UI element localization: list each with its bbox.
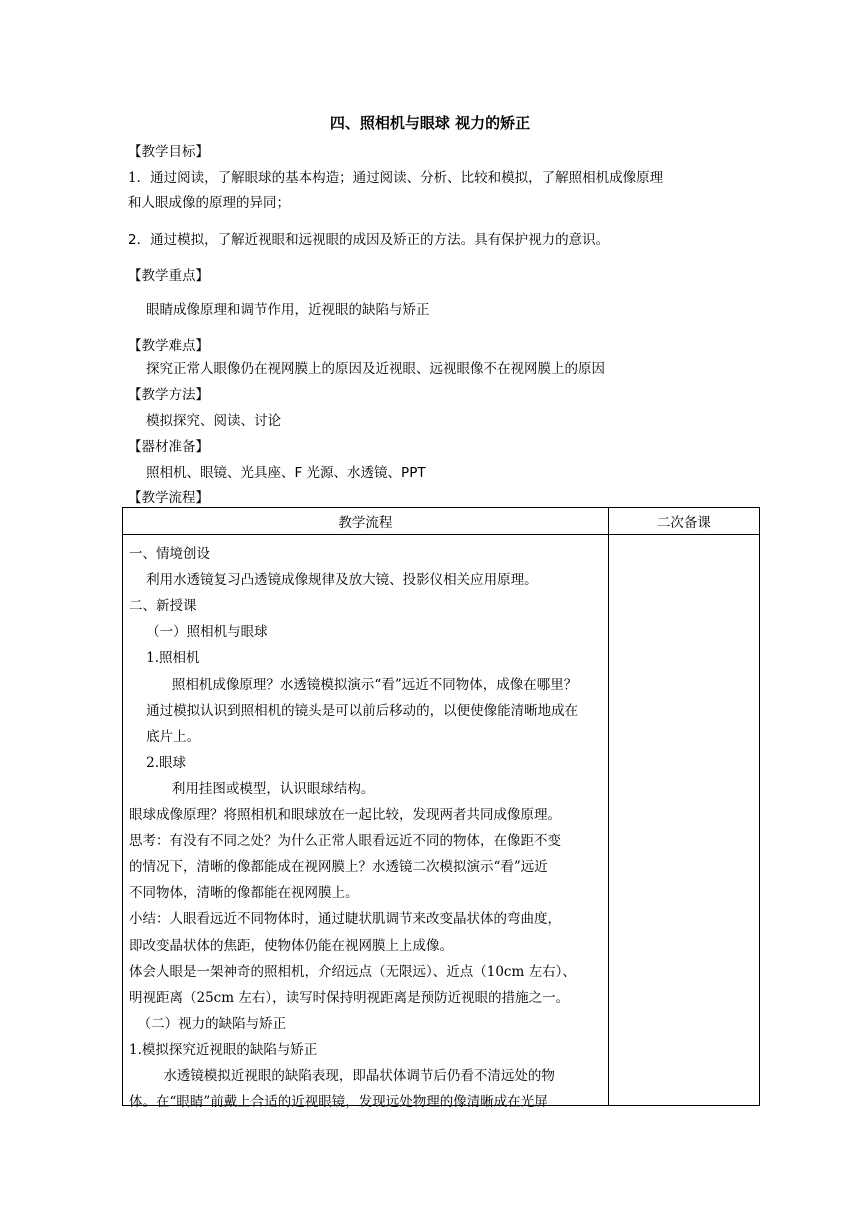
table-line: 照相机成像原理？水透镜模拟演示“看”远近不同物体，成像在哪里？: [129, 676, 578, 693]
goals-heading: 【教学目标】: [128, 144, 209, 160]
table-line: 明视距离（25cm 左右），读写时保持明视距离是预防近视眼的措施之一。: [129, 989, 570, 1006]
table-line: 不同物体，清晰的像都能在视网膜上。: [129, 885, 359, 902]
table-line: 1.模拟探究近视眼的缺陷与矫正: [129, 1041, 318, 1058]
key-points-text: 眼睛成像原理和调节作用，近视眼的缺陷与矫正: [146, 302, 430, 318]
method-text: 模拟探究、阅读、讨论: [146, 413, 281, 429]
table-header-row: [123, 508, 760, 535]
goal-1-line-2: 和人眼成像的原理的异同；: [128, 195, 290, 211]
table-line: 水透镜模拟近视眼的缺陷表现，即晶状体调节后仍看不清远处的物: [129, 1068, 555, 1084]
process-heading: 【教学流程】: [128, 490, 209, 506]
equipment-text: 照相机、眼镜、光具座、F 光源、水透镜、PPT: [146, 465, 426, 481]
table-body-row: [123, 535, 760, 1106]
process-table: [122, 507, 760, 1111]
goal-2: 2．通过模拟，了解近视眼和远视眼的成因及矫正的方法。具有保护视力的意识。: [128, 232, 610, 248]
header-process: 教学流程: [123, 508, 609, 535]
process-content-cell: [123, 535, 609, 1111]
table-line: 即改变晶状体的焦距，使物体仍能在视网膜上上成像。: [129, 937, 453, 954]
table-line: 的情况下，清晰的像都能成在视网膜上？水透镜二次模拟演示“看”远近: [129, 859, 548, 876]
table-line: 思考：有没有不同之处？为什么正常人眼看远近不同的物体，在像距不变: [129, 833, 561, 850]
equipment-heading: 【器材准备】: [128, 439, 209, 455]
table-line: 利用挂图或模型，认识眼球结构。: [129, 780, 375, 797]
key-points-heading: 【教学重点】: [128, 268, 209, 284]
table-line: 小结：人眼看远近不同物体时，通过睫状肌调节来改变晶状体的弯曲度，: [129, 911, 561, 928]
table-line: 1.照相机: [129, 650, 200, 667]
table-line: 体会人眼是一架神奇的照相机，介绍远点（无限远）、近点（10cm 左右）、: [129, 963, 576, 980]
method-heading: 【教学方法】: [128, 387, 209, 403]
table-line: 二、新授课: [129, 598, 197, 615]
table-line: 通过模拟认识到照相机的镜头是可以前后移动的，以便使像能清晰地成在: [129, 702, 579, 719]
table-line: 眼球成像原理？将照相机和眼球放在一起比较，发现两者共同成像原理。: [129, 807, 561, 823]
difficulty-text: 探究正常人眼像仍在视网膜上的原因及近视眼、远视眼像不在视网膜上的原因: [146, 361, 605, 377]
header-second-prep: 二次备课: [608, 508, 759, 535]
table-line: 利用水透镜复习凸透镜成像规律及放大镜、投影仪相关应用原理。: [129, 572, 538, 589]
table-line: 体。在“眼睛”前戴上合适的近视眼镜，发现远处物理的像清晰成在光屏: [129, 1094, 548, 1111]
difficulty-heading: 【教学难点】: [128, 338, 209, 354]
table-line: 2.眼球: [129, 754, 187, 771]
table-line: （二）视力的缺陷与矫正: [129, 1015, 287, 1032]
goal-1-line-1: 1．通过阅读，了解眼球的基本构造；通过阅读、分析、比较和模拟，了解照相机成像原理: [128, 170, 664, 186]
second-prep-cell: [608, 535, 759, 1106]
table-line: 底片上。: [129, 728, 201, 745]
page-title: 四、照相机与眼球 视力的矫正: [329, 114, 531, 132]
table-line: （一）照相机与眼球: [129, 624, 268, 641]
table-line: 一、情境创设: [129, 546, 210, 562]
